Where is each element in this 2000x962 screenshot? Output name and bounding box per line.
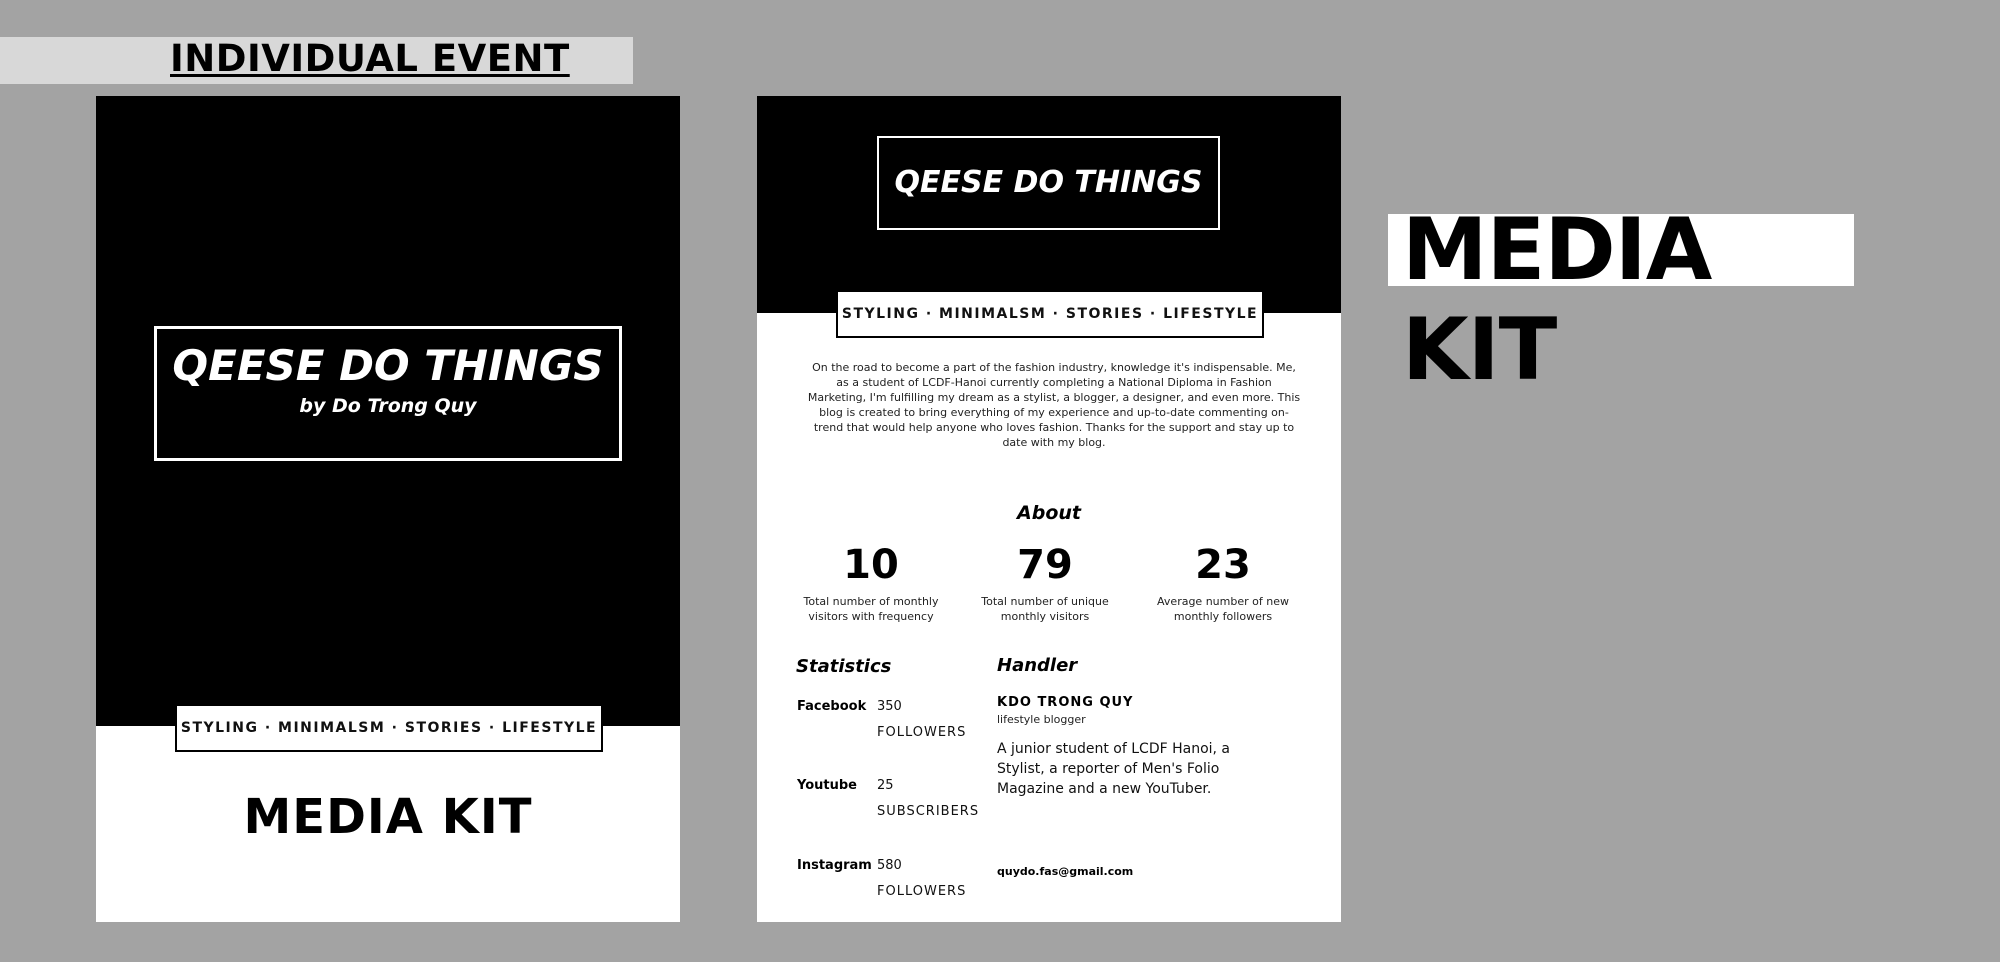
handler-bio: A junior student of LCDF Hanoi, a Stylist, a reporter of Men's Folio Magazine and a new YouTuber. bbox=[997, 741, 1231, 797]
handler-email-link[interactable]: quydo.fas@gmail.com bbox=[997, 865, 1134, 878]
social-name: Instagram bbox=[797, 858, 872, 873]
stat-value: 23 bbox=[1195, 542, 1251, 588]
media-kit-detail-page bbox=[757, 96, 1341, 922]
social-name: Facebook bbox=[797, 699, 867, 714]
handler-heading: Handler bbox=[997, 655, 1078, 676]
social-unit: FOLLOWERS bbox=[877, 725, 967, 740]
event-label-banner bbox=[0, 37, 633, 84]
handler-name: KDO TRONG QUY bbox=[997, 695, 1134, 710]
social-unit: SUBSCRIBERS bbox=[877, 804, 980, 819]
stat-monthly-visitors bbox=[791, 542, 951, 624]
cover-title: QEESE DO THINGS bbox=[172, 341, 604, 390]
stat-label: Total number of monthly visitors with frequency bbox=[803, 595, 939, 623]
about-heading: About bbox=[1017, 502, 1081, 524]
detail-tagline: STYLING · MINIMALSM · STORIES · LIFESTYLE bbox=[836, 290, 1264, 338]
cover-byline: by Do Trong Quy bbox=[299, 395, 477, 417]
cover-media-kit-title: MEDIA KIT bbox=[243, 789, 533, 845]
social-count: 25 bbox=[877, 778, 894, 793]
media-kit-cover-page bbox=[96, 96, 680, 922]
social-count: 580 bbox=[877, 858, 902, 873]
stat-unique-visitors bbox=[965, 542, 1125, 624]
intro-paragraph: On the road to become a part of the fashion industry, knowledge it's indispensable. Me, as a student of LCDF-Hanoi currently completing a National Diploma in Fashion Marketing, I'm fulfilling my dream as a stylist, a blogger, a designer, and even more. This blog is created to bring everything of my experience and up-to-date commenting on-trend that would help anyone who loves fashion. Thanks for the support and stay up to date with my blog. bbox=[807, 361, 1301, 449]
cover-tagline: STYLING · MINIMALSM · STORIES · LIFESTYLE bbox=[175, 704, 603, 752]
stat-value: 10 bbox=[843, 542, 899, 588]
social-name: Youtube bbox=[797, 778, 857, 793]
statistics-heading: Statistics bbox=[796, 656, 892, 677]
side-title-text: MEDIA KIT bbox=[1402, 200, 1712, 400]
stat-label: Total number of unique monthly visitors bbox=[981, 595, 1109, 623]
stat-label: Average number of new monthly followers bbox=[1157, 595, 1289, 623]
detail-title: QEESE DO THINGS bbox=[877, 136, 1220, 230]
side-media-kit-title bbox=[1388, 200, 1874, 400]
social-unit: FOLLOWERS bbox=[877, 884, 967, 899]
stat-value: 79 bbox=[1017, 542, 1073, 588]
social-count: 350 bbox=[877, 699, 902, 714]
handler-role: lifestyle blogger bbox=[997, 713, 1086, 726]
event-label-text: INDIVIDUAL EVENT bbox=[170, 37, 570, 80]
stat-new-followers bbox=[1143, 542, 1303, 624]
cover-title-box bbox=[154, 326, 622, 461]
